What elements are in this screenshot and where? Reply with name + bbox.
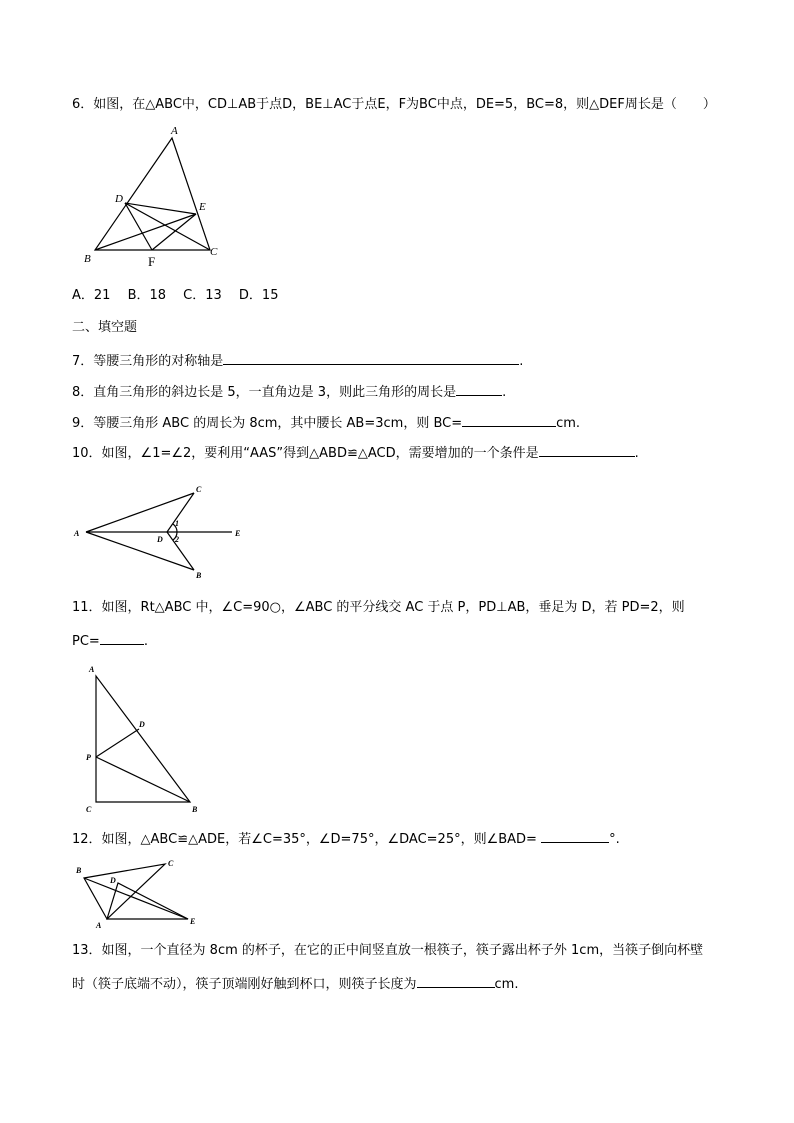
q11-label-A: A (89, 665, 95, 674)
q7-tail: . (519, 354, 524, 369)
q12-tail: °. (609, 832, 620, 847)
question-12-text: 12．如图，△ABC≌△ADE，若∠C=35°，∠D=75°，∠DAC=25°，则∠BAD= (72, 832, 537, 847)
q12-label-E: E (190, 917, 196, 926)
question-7-text: 7．等腰三角形的对称轴是 (72, 354, 224, 369)
q6-label-D: D (115, 193, 123, 205)
q9-tail: cm. (556, 416, 581, 431)
question-6-choices: A．21 B．18 C．13 D．15 (72, 288, 279, 303)
q13-answer-blank[interactable] (417, 974, 495, 988)
question-11-line-1: 11．如图，Rt△ABC 中，∠C=90○，∠ABC 的平分线交 AC 于点 P，PD⊥AB，垂足为 D，若 PD=2，则 (72, 600, 685, 615)
q6-label-B: B (84, 253, 91, 265)
question-13-text: 时（筷子底端不动），筷子顶端刚好触到杯口，则筷子长度为 (72, 977, 417, 992)
question-8-text: 8．直角三角形的斜边长是 5，一直角边是 3，则此三角形的周长是 (72, 385, 457, 400)
q10-label-D: D (157, 535, 163, 544)
q10-label-C: C (196, 485, 202, 494)
q11-label-B: B (192, 805, 198, 814)
q12-label-C: C (168, 859, 174, 868)
q6-label-F: F (148, 254, 156, 269)
q13-tail: cm. (494, 977, 519, 992)
q12-label-A: A (96, 921, 102, 930)
question-9-text: 9．等腰三角形 ABC 的周长为 8cm，其中腰长 AB=3cm，则 BC= (72, 416, 463, 431)
q10-label-2: 2 (175, 535, 179, 544)
q6-label-A: A (171, 125, 178, 137)
question-13-line-1: 13．如图，一个直径为 8cm 的杯子，在它的正中间竖直放一根筷子，筷子露出杯子外 1cm，当筷子倒向杯壁 (72, 943, 704, 958)
q11-label-D: D (139, 720, 145, 729)
q11-label-C: C (86, 805, 92, 814)
question-13-line-2 (72, 974, 518, 994)
q8-tail: . (502, 385, 507, 400)
q6-label-E: E (199, 201, 206, 213)
q10-label-B: B (196, 571, 202, 580)
q11-label-P: P (86, 753, 91, 762)
question-11-text: PC= (72, 634, 100, 649)
question-6-text: 6．如图，在△ABC中，CD⊥AB于点D，BE⊥AC于点E，F为BC中点，DE=5，BC=8，则△DEF周长是（ ） (72, 97, 716, 112)
q10-label-E: E (235, 529, 241, 538)
q12-label-D: D (110, 876, 116, 885)
q10-tail: . (634, 446, 639, 461)
q10-label-1: 1 (175, 519, 179, 528)
question-10-text: 10．如图，∠1=∠2，要利用“AAS”得到△ABD≌△ACD，需要增加的一个条件是 (72, 446, 539, 461)
q6-label-C: C (210, 246, 218, 258)
q11-tail: . (143, 634, 148, 649)
q10-label-A: A (74, 529, 80, 538)
q12-label-B: B (76, 866, 82, 875)
section-2-title: 二、填空题 (72, 320, 138, 335)
